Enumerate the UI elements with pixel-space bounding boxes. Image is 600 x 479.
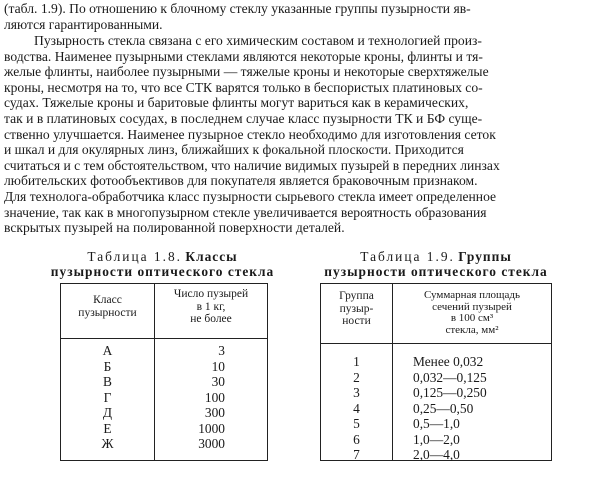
paragraph-intro [4, 1, 594, 32]
column-groups [321, 354, 392, 463]
header-line: стекла, мм² [445, 323, 499, 336]
column-header-area [393, 290, 551, 336]
table-cell: Менее 0,032 [413, 354, 484, 369]
caption-title-line: пузырности оптического стекла [324, 264, 548, 279]
text-line: считаться и с тем обстоятельством, что наличие видимых пузырей в передних линзах [4, 157, 500, 173]
text-line: вскрытых пузырей на полированной поверхности деталей. [4, 220, 345, 236]
table-cell: Ж [101, 436, 114, 451]
paragraph-bubbliness [4, 33, 594, 236]
text-line: Пузырность стекла связана с его химическим составом и технологией произ- [34, 33, 482, 48]
table-1-8-caption [40, 249, 285, 279]
table-bubble-classes [60, 283, 268, 461]
caption-title: Классы [185, 249, 238, 264]
table-cell: В [103, 374, 112, 389]
table-bubble-groups [320, 283, 552, 461]
table-1-9-caption [316, 249, 556, 279]
text-line: любительских фотообъективов для покупателя является браковочным признаком. [4, 173, 478, 189]
header-line: в 100 см³ [450, 312, 494, 324]
table-cell: 0,5—1,0 [413, 416, 460, 431]
table-cell: 4 [353, 400, 360, 416]
header-line: Число пузырей [173, 288, 249, 300]
text-line: ляются гарантированными. [4, 16, 163, 32]
table-cell: Д [102, 405, 113, 420]
table-cell: 1000 [198, 420, 225, 436]
header-line: пузырности [78, 306, 137, 319]
table-cell: 1 [353, 354, 360, 369]
table-cell: 0,25—0,50 [413, 400, 474, 416]
column-areas [413, 354, 523, 463]
text-line: так и в платиновых сосудах, в последнем случае класс пузырности ТК и БФ суще- [4, 110, 483, 126]
table-cell: 10 [211, 358, 225, 374]
table-cell: 100 [204, 389, 225, 405]
header-line: Суммарная площадь [423, 289, 521, 301]
text-line: Для технолога-обработчика класс пузырности сырьевого стекла имеет определенное [4, 188, 497, 204]
table-cell: 0,032—0,125 [413, 369, 487, 385]
header-line: Класс [93, 294, 122, 306]
text-line: кроны, несмотря на то, что все СТК варятся только в беспористых платиновых со- [4, 79, 483, 95]
text-line: судах. Тяжелые кроны и баритовые флинты могут вариться как в керамических, [4, 95, 469, 111]
header-line: сечений пузырей [432, 300, 512, 313]
text-line: (табл. 1.9). По отношению к блочному стеклу указанные группы пузырности яв- [4, 1, 471, 16]
table-cell: 7 [353, 447, 360, 462]
column-header-count [155, 288, 267, 326]
header-line: Группа [339, 290, 374, 302]
table-cell: 3000 [198, 436, 225, 451]
text-line: желые флинты, наиболее пузырными — тяжелые кроны и некоторые сверхтяжелые [4, 64, 489, 80]
table-cell: 1,0—2,0 [413, 431, 460, 447]
header-line: пузыр- [339, 302, 374, 315]
caption-number: Таблица 1.9. [360, 249, 455, 264]
text-line: водства. Наименее пузырными стеклами являются некоторые кроны, флинты и тя- [4, 48, 483, 64]
text-line: значение, так как в многопузырном стекле увеличивается вероятность образования [4, 204, 487, 220]
table-cell: 2 [353, 369, 360, 385]
header-line: в 1 кг, [196, 300, 226, 313]
table-cell: 5 [353, 416, 360, 431]
header-line: не более [190, 313, 232, 325]
table-cell: Г [103, 389, 112, 405]
text-line: и шкал и для окулярных линз, ближайших к фокальной плоскости. Приходится [4, 142, 464, 158]
table-cell: 30 [211, 374, 225, 389]
column-header-group [321, 290, 392, 328]
table-cell: А [102, 343, 113, 358]
caption-title-line: пузырности оптического стекла [50, 264, 275, 279]
caption-title: Группы [458, 249, 512, 264]
table-cell: 0,125—0,250 [413, 385, 487, 400]
table-cell: 6 [353, 431, 360, 447]
column-counts [155, 343, 225, 452]
column-classes [61, 343, 154, 452]
header-line: ности [342, 315, 371, 327]
table-cell: 3 [353, 385, 360, 400]
table-cell: 2,0—4,0 [413, 447, 460, 462]
table-cell: Б [103, 358, 112, 374]
column-header-class [61, 294, 154, 319]
table-cell: 300 [204, 405, 225, 420]
table-cell: Е [103, 420, 112, 436]
caption-number: Таблица 1.8. [87, 249, 183, 264]
table-cell: 3 [218, 343, 225, 358]
text-line: ственно улучшается. Наименее пузырное стекло необходимо для изготовления сеток [4, 126, 496, 142]
